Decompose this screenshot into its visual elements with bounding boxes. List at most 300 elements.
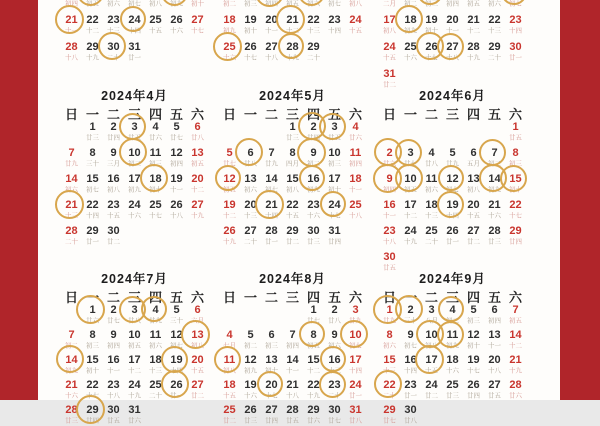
date-number: 30 [307,225,320,237]
date-number: 29 [307,404,320,416]
lunar-label: 初四 [286,343,299,350]
date-number: 26 [244,41,257,53]
date-number: 16 [307,173,320,185]
lunar-label: 初三 [328,161,341,168]
lunar-label: 初五 [509,318,522,325]
lunar-label: 十九 [467,55,480,62]
date-number: 18 [223,14,236,26]
date-cell [240,15,261,36]
date-number: 16 [404,354,417,366]
lunar-label: 八月 [425,318,438,325]
date-cell [124,42,145,63]
date-cell [240,330,261,351]
lunar-label: 十二 [467,28,480,35]
date-cell [400,174,421,195]
date-cell [303,226,324,247]
lunar-label: 十四 [349,368,362,375]
date-number: 18 [349,173,362,185]
weekday-label: 四 [306,107,320,122]
date-cell [61,355,82,376]
lunar-label: 十八 [286,393,299,400]
date-cell [463,15,484,36]
date-cell [61,405,82,426]
date-cell [345,148,366,169]
date-number: 27 [244,225,257,237]
date-cell [166,0,187,9]
lunar-label: 十三 [328,368,341,375]
lunar-label: 廿一 [265,239,278,246]
month-title: 2024年8月 [259,272,326,286]
date-cell [240,42,261,63]
date-number: 28 [286,404,299,416]
lunar-label: 初二 [128,161,141,168]
lunar-label: 初六 [307,1,320,8]
date-number: 20 [191,173,204,185]
date-cell [345,122,366,143]
date-cell [282,174,303,195]
lunar-label: 十二 [404,213,417,220]
lunar-label: 二十 [425,239,438,246]
date-cell [103,174,124,195]
date-number: 24 [404,225,417,237]
date-number: 22 [86,14,99,26]
month-title: 2024年6月 [419,89,486,103]
date-cell [219,174,240,195]
weekday-label: 五 [487,290,501,305]
date-cell [442,15,463,36]
date-number: 27 [191,14,204,26]
date-cell [421,148,442,169]
lunar-label: 廿四 [509,239,522,246]
lunar-label: 廿二 [383,82,396,89]
lunar-label: 十六 [404,55,417,62]
date-cell [282,15,303,36]
lunar-label: 初四 [65,1,78,8]
date-cell [187,148,208,169]
date-cell [400,200,421,221]
date-cell [261,42,282,63]
date-number: 18 [446,354,459,366]
date-cell [463,226,484,247]
lunar-label: 廿七 [404,161,417,168]
date-cell [219,0,240,9]
date-cell [187,174,208,195]
date-cell [187,15,208,36]
date-number: 21 [286,379,299,391]
weekday-label: 一 [85,107,99,122]
date-number: 26 [170,199,183,211]
date-number: 31 [349,404,362,416]
date-cell [484,15,505,36]
lunar-label: 十四 [509,28,522,35]
lunar-label: 初七 [509,1,522,8]
date-number: 19 [170,354,183,366]
date-cell [345,174,366,195]
date-cell [282,148,303,169]
date-number: 29 [509,225,522,237]
weekday-label: 六 [508,107,522,122]
date-cell [282,122,303,143]
lunar-label: 初五 [467,1,480,8]
date-cell [463,0,484,9]
date-number: 6 [470,147,477,159]
date-cell [303,174,324,195]
date-number: 13 [244,173,257,185]
weekday-label: 日 [222,107,236,122]
date-cell [166,355,187,376]
lunar-label: 初六 [244,187,257,194]
date-cell [145,330,166,351]
date-cell [282,0,303,9]
date-number: 31 [128,404,141,416]
date-number: 12 [223,173,236,185]
lunar-label: 十九 [86,55,99,62]
lunar-label: 初八 [223,368,236,375]
date-number: 21 [509,354,522,366]
date-number: 6 [194,304,201,316]
date-cell [400,330,421,351]
date-number: 12 [446,173,459,185]
lunar-label: 廿八 [191,135,204,142]
date-cell [345,330,366,351]
weekday-header-row [379,287,526,305]
date-cell [324,330,345,351]
date-cell [282,405,303,426]
lunar-label: 初四 [265,1,278,8]
date-number: 28 [488,225,501,237]
date-number: 27 [467,225,480,237]
date-cell [219,15,240,36]
lunar-label: 初五 [307,343,320,350]
date-number: 17 [328,173,341,185]
date-number: 18 [404,14,417,26]
weekday-label: 三 [285,290,299,305]
date-number: 31 [328,225,341,237]
date-cell [324,174,345,195]
date-cell [303,355,324,376]
date-cell [219,200,240,221]
lunar-label: 十一 [446,28,459,35]
lunar-label: 初六 [149,343,162,350]
date-cell [484,200,505,221]
date-number: 11 [149,147,162,159]
date-number: 5 [247,329,254,341]
date-cell [303,380,324,401]
date-cell [61,330,82,351]
date-number: 1 [386,304,393,316]
date-number: 23 [307,199,320,211]
date-number: 24 [349,14,362,26]
lunar-label: 十七 [509,213,522,220]
date-number: 19 [170,173,183,185]
date-cell [124,330,145,351]
date-number: 4 [152,304,159,316]
weekday-label: 一 [243,290,257,305]
date-number: 27 [191,199,204,211]
lunar-label: 初八 [349,1,362,8]
date-cell [187,200,208,221]
lunar-label: 廿七 [107,318,120,325]
date-number: 2 [110,121,117,133]
date-cell [61,148,82,169]
date-cell [324,380,345,401]
lunar-label: 廿七 [170,135,183,142]
lunar-label: 初六 [107,1,120,8]
lunar-label: 十一 [265,28,278,35]
date-number: 20 [265,14,278,26]
date-cell [463,330,484,351]
lunar-label: 初十 [509,187,522,194]
lunar-label: 初九 [128,187,141,194]
date-cell [379,200,400,221]
lunar-label: 初二 [244,343,257,350]
date-number: 8 [512,147,519,159]
lunar-label: 十九 [191,213,204,220]
date-number: 27 [446,41,459,53]
date-number: 29 [86,41,99,53]
lunar-label: 十四 [328,28,341,35]
weekday-label: 二 [424,107,438,122]
lunar-label: 初四 [349,161,362,168]
lunar-label: 廿八 [425,161,438,168]
date-cell [282,355,303,376]
lunar-label: 初七 [349,343,362,350]
date-number: 17 [349,354,362,366]
date-number: 1 [89,304,96,316]
date-number: 2 [407,304,414,316]
lunar-label: 初二 [307,161,320,168]
weekday-label: 六 [190,107,204,122]
lunar-label: 廿一 [404,393,417,400]
date-cell [463,148,484,169]
date-cell [240,200,261,221]
date-number: 16 [383,199,396,211]
lunar-label: 十五 [383,55,396,62]
weekday-label: 日 [382,290,396,305]
date-number: 1 [289,121,296,133]
date-cell [484,330,505,351]
date-number: 21 [65,379,78,391]
date-number: 2 [110,304,117,316]
date-number: 5 [470,304,477,316]
weekday-label: 四 [148,290,162,305]
date-cell [421,200,442,221]
date-cell [124,148,145,169]
date-cell [505,226,526,247]
lunar-label: 初三 [149,161,162,168]
date-number: 23 [404,379,417,391]
date-cell [103,330,124,351]
date-cell [345,305,366,326]
weekday-label: 五 [327,290,341,305]
date-cell [219,226,240,247]
date-cell [505,0,526,9]
date-cell [219,405,240,426]
weekday-label: 三 [445,290,459,305]
date-number: 19 [446,199,459,211]
lunar-label: 十五 [286,213,299,220]
date-number: 26 [467,379,480,391]
lunar-label: 十五 [223,393,236,400]
date-number: 12 [170,329,183,341]
lunar-label: 廿七 [223,161,236,168]
lunar-label: 二十 [65,239,78,246]
date-cell [166,330,187,351]
date-cell [379,405,400,426]
date-cell [400,355,421,376]
lunar-label: 初十 [328,187,341,194]
date-number: 22 [307,14,320,26]
weekday-label: 五 [169,107,183,122]
date-cell [61,15,82,36]
date-cell [82,15,103,36]
date-number: 15 [86,173,99,185]
date-cell [82,405,103,426]
lunar-label: 十四 [404,368,417,375]
lunar-label: 廿九 [265,161,278,168]
date-number: 7 [68,147,75,159]
date-cell [400,148,421,169]
lunar-label: 十二 [86,28,99,35]
date-cell [61,226,82,247]
date-cell [261,226,282,247]
date-number: 14 [488,173,501,185]
date-cell [421,42,442,63]
lunar-label: 初八 [107,187,120,194]
date-cell [261,330,282,351]
lunar-label: 十三 [65,213,78,220]
date-number: 23 [328,379,341,391]
date-cell [442,174,463,195]
weekday-label: 日 [382,107,396,122]
date-number: 9 [331,329,338,341]
lunar-label: 廿一 [509,55,522,62]
lunar-label: 十二 [307,368,320,375]
date-cell [82,305,103,326]
weekday-label: 四 [306,290,320,305]
date-cell [187,355,208,376]
weekday-label: 三 [285,107,299,122]
date-number: 9 [110,147,117,159]
date-cell [484,305,505,326]
date-number: 8 [89,329,96,341]
date-cell [379,15,400,36]
date-number: 14 [286,354,299,366]
lunar-label: 十三 [307,28,320,35]
lunar-label: 十二 [128,368,141,375]
date-cell [505,42,526,63]
date-cell [124,0,145,9]
date-cell [505,305,526,326]
date-cell [400,15,421,36]
date-number: 17 [425,354,438,366]
date-cell [82,122,103,143]
date-cell [379,148,400,169]
date-cell [124,355,145,376]
date-cell [324,226,345,247]
lunar-label: 初十 [191,1,204,8]
date-number: 20 [446,14,459,26]
lunar-label: 初三 [244,1,257,8]
date-cell [484,148,505,169]
date-number: 7 [289,329,296,341]
weekday-label: 二 [264,290,278,305]
lunar-label: 廿一 [128,55,141,62]
date-cell [82,174,103,195]
lunar-label: 五月 [467,161,480,168]
date-number: 27 [191,379,204,391]
date-number: 12 [170,147,183,159]
date-number: 16 [328,354,341,366]
date-cell [345,380,366,401]
date-number: 31 [128,41,141,53]
weekday-header-row [61,104,208,122]
date-cell [463,42,484,63]
lunar-label: 初八 [191,343,204,350]
lunar-label: 七月 [223,343,236,350]
weekday-label: 一 [85,290,99,305]
lunar-label: 廿五 [107,418,120,425]
date-cell [421,174,442,195]
date-number: 24 [328,199,341,211]
date-number: 4 [352,121,359,133]
date-cell [219,380,240,401]
date-number: 15 [86,354,99,366]
date-cell [505,355,526,376]
lunar-label: 十一 [170,187,183,194]
date-number: 19 [223,199,236,211]
date-cell [282,226,303,247]
date-number: 29 [307,41,320,53]
date-number: 24 [128,199,141,211]
date-cell [145,148,166,169]
date-cell [282,380,303,401]
date-number: 29 [383,404,396,416]
lunar-label: 初二 [223,1,236,8]
date-cell [124,305,145,326]
date-number: 3 [428,304,435,316]
date-cell [324,15,345,36]
lunar-label: 十二 [223,213,236,220]
date-cell [379,305,400,326]
date-cell [103,355,124,376]
date-number: 4 [152,121,159,133]
weekday-label: 一 [403,290,417,305]
lunar-label: 十三 [244,213,257,220]
date-cell [442,330,463,351]
date-number: 30 [404,404,417,416]
date-number: 17 [128,173,141,185]
lunar-label: 初九 [223,28,236,35]
date-cell [463,305,484,326]
date-cell [219,42,240,63]
date-number: 20 [191,354,204,366]
lunar-label: 十八 [349,213,362,220]
lunar-label: 十二 [509,343,522,350]
date-number: 23 [328,14,341,26]
lunar-label: 廿三 [65,418,78,425]
date-cell [103,42,124,63]
date-number: 22 [86,199,99,211]
date-number: 10 [128,329,141,341]
lunar-label: 初五 [404,187,417,194]
date-cell [442,148,463,169]
date-number: 17 [128,354,141,366]
lunar-label: 廿六 [349,135,362,142]
lunar-label: 十六 [223,55,236,62]
date-cell [187,0,208,9]
lunar-label: 廿一 [170,393,183,400]
